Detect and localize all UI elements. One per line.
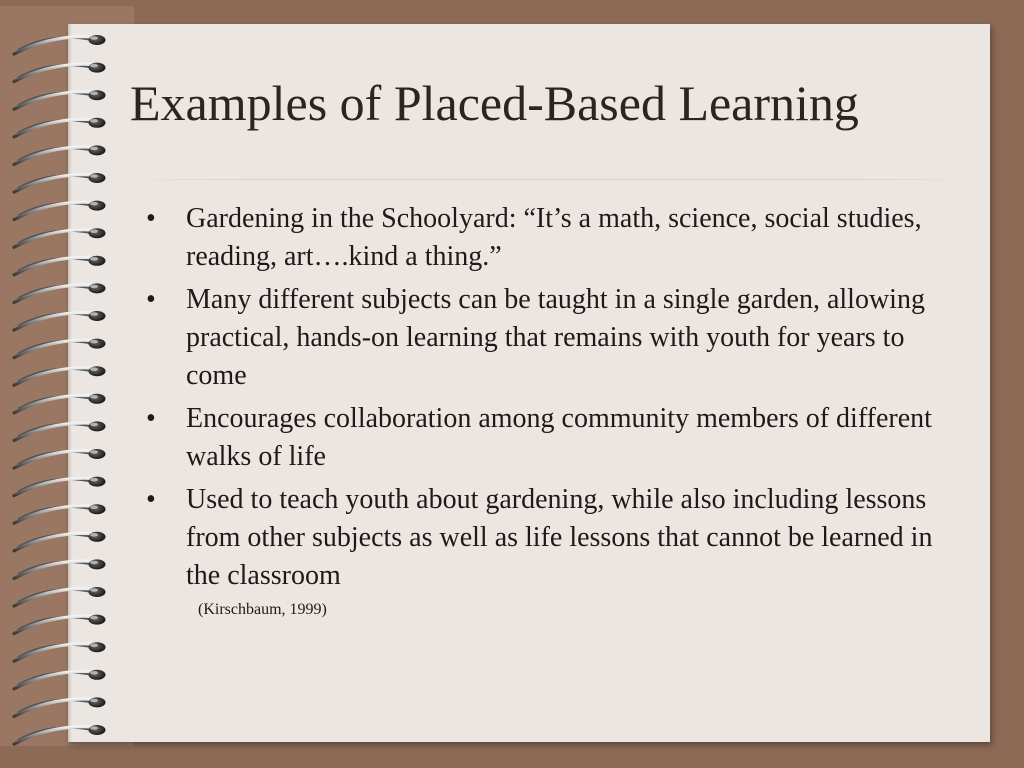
binding-ring-icon [14, 283, 106, 302]
binding-ring-icon [14, 394, 106, 413]
binding-ring-icon [14, 201, 106, 220]
title-divider [128, 179, 974, 180]
binding-ring-icon [14, 256, 106, 275]
binding-ring-icon [14, 642, 106, 661]
binding-ring-icon [14, 311, 106, 330]
bullet-item [140, 281, 970, 395]
bullet-item [140, 200, 970, 276]
bullet-text: Gardening in the Schoolyard: “It’s a math, science, social studies, reading, art….kind a thing.” [186, 203, 922, 272]
citation: (Kirschbaum, 1999) [198, 601, 327, 618]
bullet-text: Many different subjects can be taught in a single garden, allowing practical, hands-on learning that remains with youth for years to come [186, 284, 925, 391]
binding-ring-icon [14, 615, 106, 634]
bullet-item [140, 400, 970, 476]
bullet-icon: • [146, 484, 156, 515]
binding-ring-icon [14, 477, 106, 496]
spiral-binding-icon [0, 0, 130, 768]
binding-ring-icon [14, 366, 106, 385]
bullet-icon: • [146, 284, 156, 315]
binding-ring-icon [14, 63, 106, 82]
binding-ring-icon [14, 118, 106, 137]
bullet-icon: • [146, 203, 156, 234]
binding-ring-icon [14, 228, 106, 247]
binding-ring-icon [14, 670, 106, 689]
binding-ring-icon [14, 145, 106, 164]
bullet-text: Encourages collaboration among community members of different walks of life [186, 403, 932, 472]
binding-ring-icon [14, 421, 106, 440]
binding-ring-icon [14, 449, 106, 468]
binding-ring-icon [14, 587, 106, 606]
binding-ring-icon [14, 725, 106, 744]
binding-ring-icon [14, 90, 106, 109]
binding-ring-icon [14, 35, 106, 54]
bullet-text: Used to teach youth about gardening, while also including lessons from other subjects as well as life lessons that cannot be learned in the classroom [186, 484, 933, 591]
bullet-icon: • [146, 403, 156, 434]
bullet-item [140, 481, 970, 595]
binding-ring-icon [14, 173, 106, 192]
binding-ring-icon [14, 532, 106, 551]
binding-ring-icon [14, 504, 106, 523]
binding-ring-icon [14, 697, 106, 716]
slide-title: Examples of Placed-Based Learning [130, 75, 859, 131]
binding-ring-icon [14, 339, 106, 358]
bullet-list [140, 200, 970, 600]
binding-ring-icon [14, 559, 106, 578]
